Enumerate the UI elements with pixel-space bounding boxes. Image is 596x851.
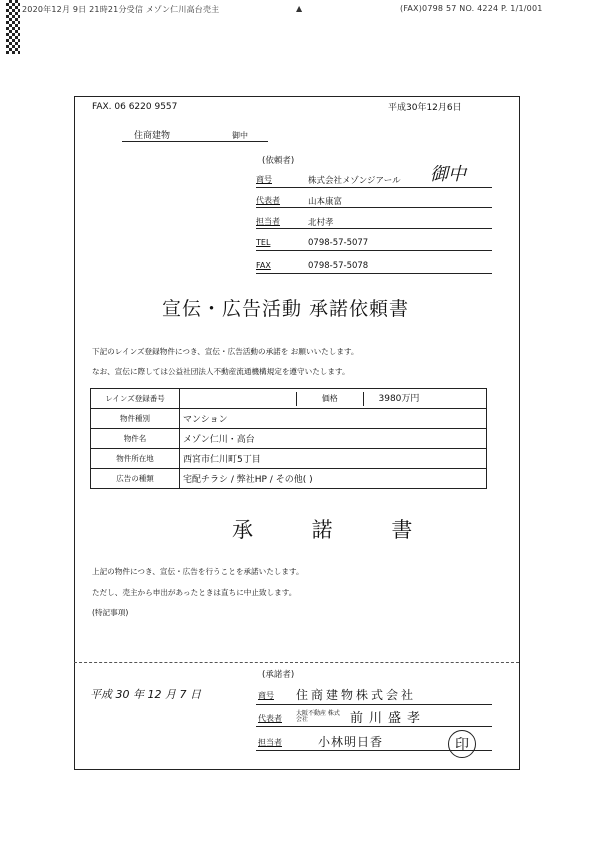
- approver-heading: (承諾者): [262, 670, 295, 680]
- special-notes: (特記事項): [92, 608, 129, 617]
- consent-line-2: ただし、売主から申出があったときは直ちに中止致します。: [92, 588, 297, 597]
- row-label-address: 物件所在地: [91, 449, 180, 469]
- request-line-2: なお、宣伝に際しては公益社団法人不動産流通機構規定を遵守いたします。: [92, 367, 350, 376]
- table-row: [91, 409, 487, 429]
- row-value-reins: [180, 389, 487, 409]
- consent-line-1: 上記の物件につき、宣伝・広告を行うことを承諾いたします。: [92, 567, 304, 576]
- requester-rep: 山本康富: [308, 197, 343, 207]
- row-value-adtype: 宅配チラシ / 弊社HP / その他( ): [180, 469, 487, 489]
- approver-rep-prefix: 大阪不動産 株式会社: [296, 710, 340, 723]
- letter-date: 平成30年12月6日: [388, 103, 462, 113]
- request-line-1: 下記のレインズ登録物件につき、宣伝・広告活動の承諾を お願いいたします。: [92, 347, 359, 356]
- consent-title: 承 諾 書: [232, 518, 439, 542]
- seal-stamp: 印: [448, 730, 476, 758]
- row-label-adtype: 広告の種類: [91, 469, 180, 489]
- fax-header-mark: ▲: [296, 4, 303, 13]
- requester-tel: 0798-57-5077: [308, 238, 369, 248]
- handwritten-onchu: 御中: [430, 164, 466, 185]
- price-value: 3980万円: [378, 394, 420, 405]
- approver-staff: 小林明日香: [318, 735, 384, 749]
- requester-heading: (依頼者): [262, 156, 295, 166]
- document-title: 宣伝・広告活動 承諾依頼書: [162, 298, 410, 320]
- table-row: [91, 429, 487, 449]
- table-row: [91, 449, 487, 469]
- requester-fax: 0798-57-5078: [308, 261, 369, 271]
- requester-label-company: 商号: [256, 175, 272, 184]
- table-row: [91, 469, 487, 489]
- requester-label-tel: TEL: [256, 238, 271, 247]
- fax-header-left: 2020年12月 9日 21時21分受信 メゾン仁川高台売主: [22, 5, 220, 14]
- row-label-type: 物件種別: [91, 409, 180, 429]
- approval-date: 平成 30 年 12 月 7 日: [90, 688, 201, 701]
- divider: [74, 662, 519, 663]
- approver-label-rep: 代表者: [258, 714, 282, 723]
- row-value-address: 西宮市仁川町5丁目: [180, 449, 487, 469]
- requester-label-staff: 担当者: [256, 217, 280, 226]
- addressee: 住商建物: [134, 131, 171, 141]
- row-value-name: メゾン仁川・高台: [180, 429, 487, 449]
- fax-marker: [6, 0, 20, 54]
- fax-header-right: (FAX)0798 57 NO. 4224 P. 1/1/001: [400, 4, 543, 13]
- requester-staff: 北村孝: [308, 218, 334, 228]
- approver-label-staff: 担当者: [258, 738, 282, 747]
- addressee-suffix: 御中: [232, 131, 248, 140]
- requester-label-fax: FAX: [256, 261, 271, 270]
- requester-company: 株式会社メゾンジアール: [308, 176, 401, 186]
- row-label-reins: レインズ登録番号: [91, 389, 180, 409]
- property-table: [90, 388, 487, 489]
- table-row: [91, 389, 487, 409]
- price-label: 価格: [321, 394, 338, 404]
- approver-rep: 前川盛孝: [350, 711, 427, 726]
- row-label-name: 物件名: [91, 429, 180, 449]
- approver-label-company: 商号: [258, 691, 274, 700]
- row-value-type: マンション: [180, 409, 487, 429]
- fax-to: FAX. 06 6220 9557: [92, 102, 178, 112]
- approver-company: 住商建物株式会社: [296, 688, 417, 702]
- requester-label-rep: 代表者: [256, 196, 280, 205]
